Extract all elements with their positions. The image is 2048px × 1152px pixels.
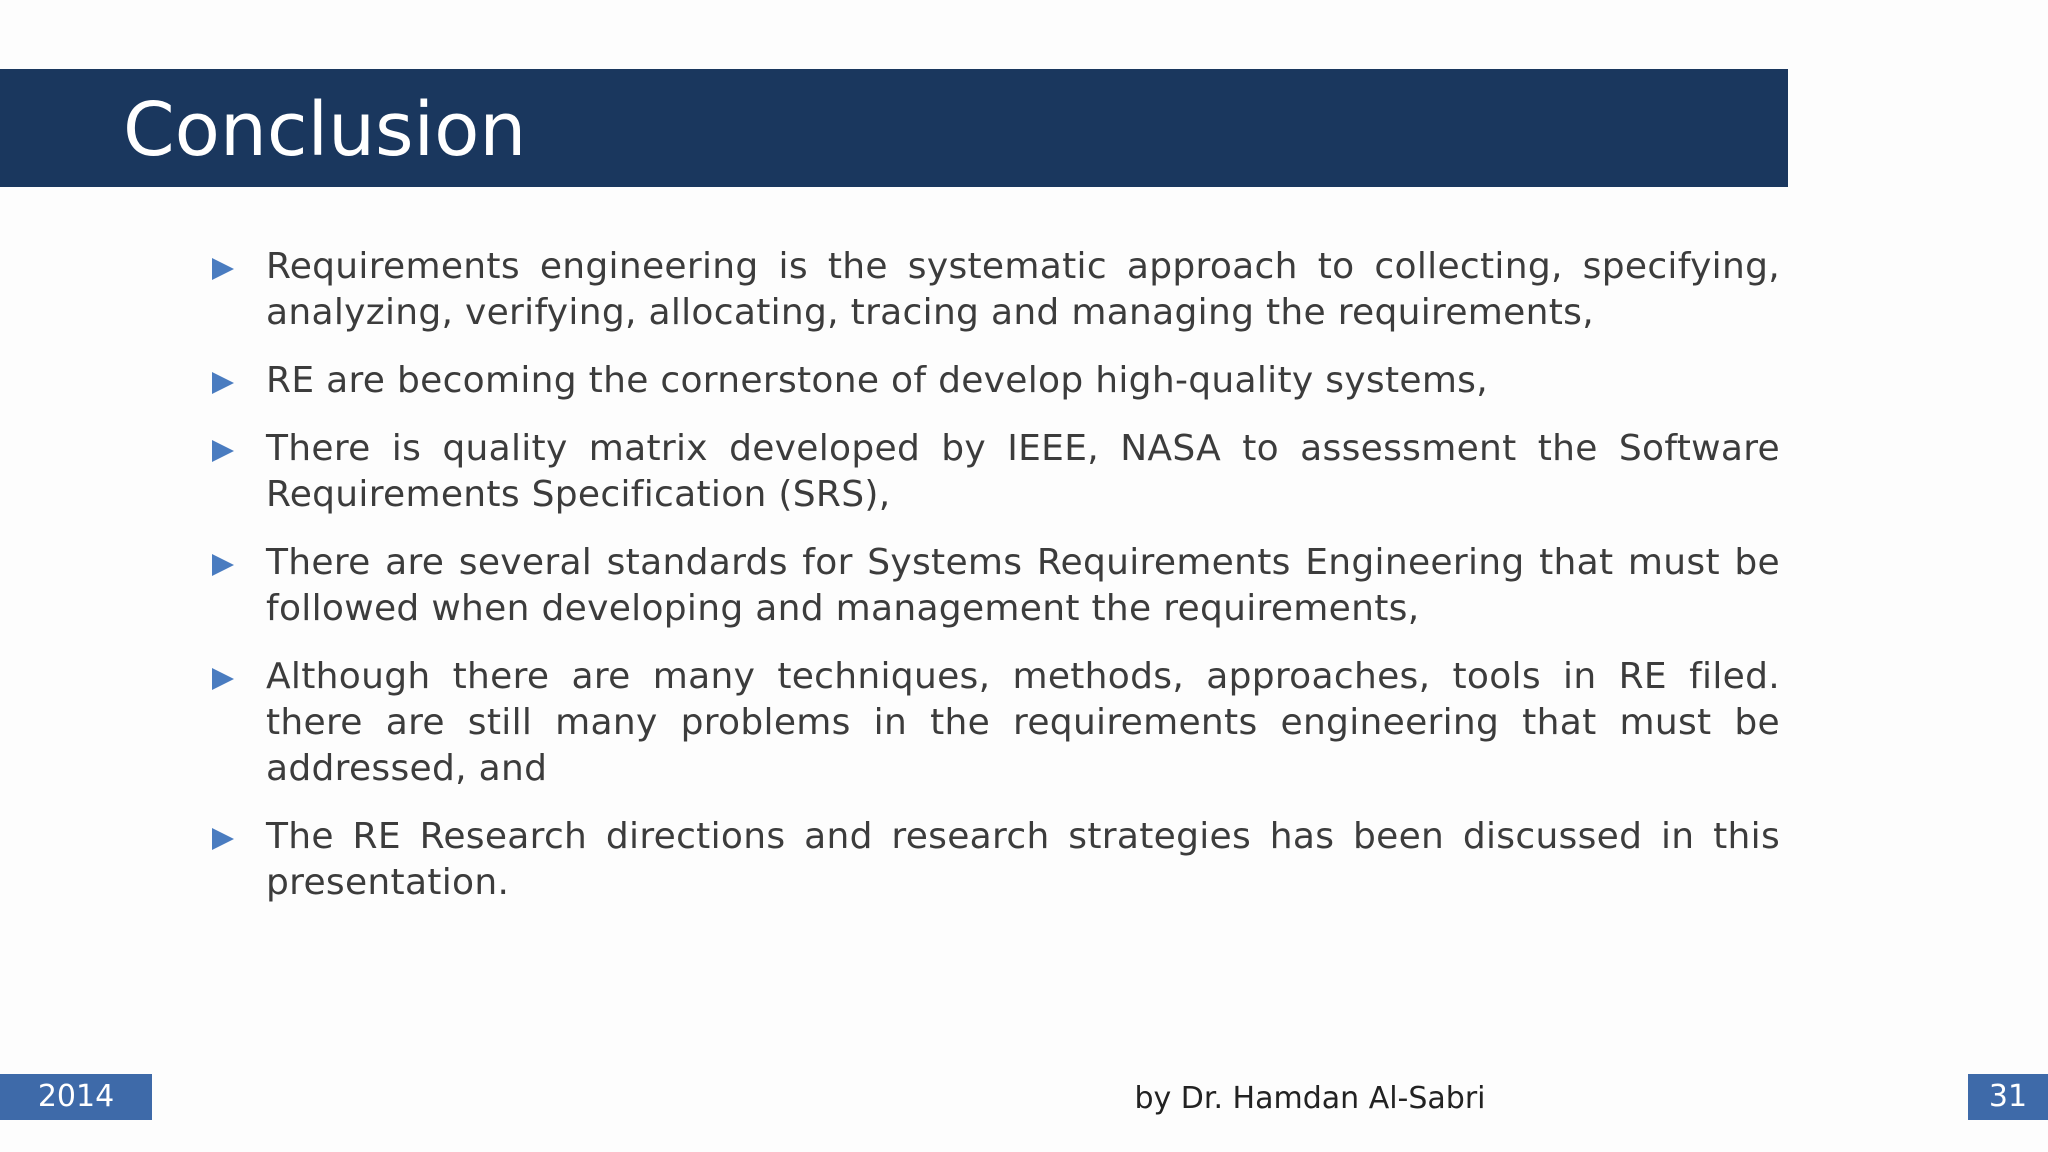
slide-title: Conclusion — [123, 87, 527, 173]
bullet-text: Although there are many techniques, methods, approaches, tools in RE filed. there are still many problems in the requirements engineering that must be addressed, and — [266, 656, 1780, 789]
triangle-right-icon — [212, 258, 234, 280]
page-number: 31 — [1968, 1074, 2048, 1120]
triangle-right-icon — [212, 440, 234, 462]
bullet-list — [210, 244, 1780, 928]
triangle-right-icon — [212, 372, 234, 394]
footer-year: 2014 — [0, 1074, 152, 1120]
bullet-item — [210, 540, 1780, 632]
footer-author: by Dr. Hamdan Al-Sabri — [1134, 1081, 1486, 1116]
triangle-right-icon — [212, 828, 234, 850]
bullet-item — [210, 426, 1780, 518]
bullet-text: There are several standards for Systems Requirements Engineering that must be followed when developing and management the requirements, — [266, 542, 1780, 629]
triangle-right-icon — [212, 668, 234, 690]
bullet-text: RE are becoming the cornerstone of develop high-quality systems, — [266, 360, 1488, 401]
bullet-text: There is quality matrix developed by IEEE, NASA to assessment the Software Requirements Specification (SRS), — [266, 428, 1780, 515]
triangle-right-icon — [212, 554, 234, 576]
bullet-item — [210, 358, 1780, 404]
bullet-item — [210, 814, 1780, 906]
bullet-text: Requirements engineering is the systematic approach to collecting, specifying, analyzing, verifying, allocating, tracing and managing the requirements, — [266, 246, 1780, 333]
bullet-item — [210, 244, 1780, 336]
bullet-text: The RE Research directions and research strategies has been discussed in this presentation. — [266, 816, 1780, 903]
bullet-item — [210, 654, 1780, 792]
